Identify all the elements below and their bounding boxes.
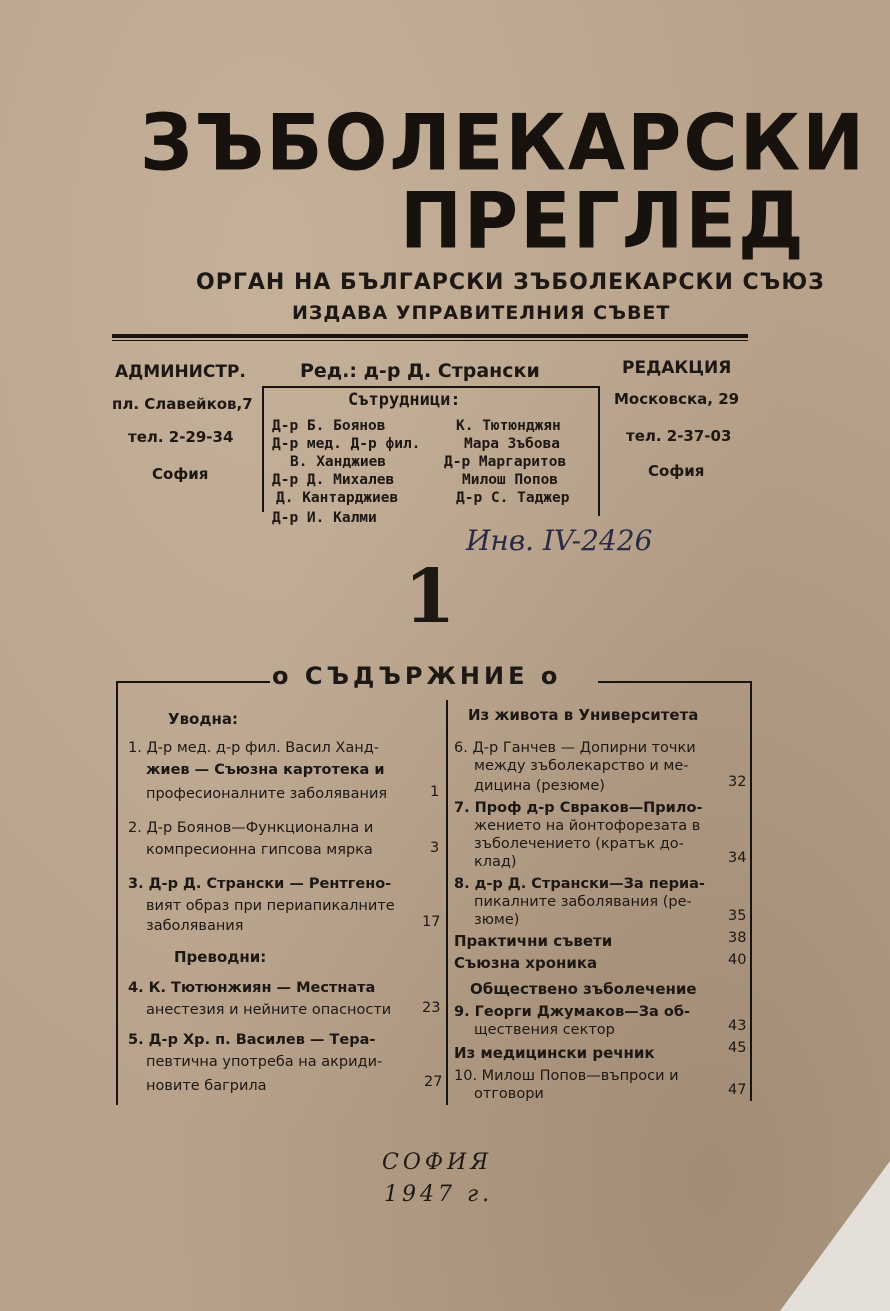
- redaction-phone: тел. 2-37-03: [626, 427, 732, 445]
- toc-entry-line: 4. К. Тютюнжиян — Местната: [128, 980, 376, 996]
- issue-number: 1: [404, 554, 456, 640]
- toc-page-number: 35: [728, 908, 747, 924]
- toc-page-number: 40: [728, 952, 747, 968]
- toc-page-number: 45: [728, 1040, 747, 1056]
- toc-entry-line: професионалните заболявания: [146, 786, 388, 802]
- torn-corner: [780, 1161, 890, 1311]
- toc-entry-line: отговори: [474, 1086, 544, 1102]
- contents-rule-left: [118, 681, 270, 683]
- contents-rule-right: [598, 681, 750, 683]
- contributor: Мара Зъбова: [464, 436, 561, 452]
- publication-year: 1947 г.: [384, 1182, 494, 1207]
- toc-page-number: 34: [728, 850, 747, 866]
- toc-page-number: 17: [422, 914, 441, 930]
- toc-entry-line: клад): [474, 854, 517, 870]
- admin-city: София: [152, 465, 209, 483]
- toc-entry-line: заболявания: [146, 918, 244, 934]
- contributor: В. Ханджиев: [290, 454, 387, 470]
- masthead-rule: [112, 334, 748, 338]
- toc-page-number: 27: [424, 1074, 443, 1090]
- toc-page-number: 47: [728, 1082, 747, 1098]
- contributor: Милош Попов: [462, 472, 559, 488]
- toc-entry-line: вият образ при периапикалните: [146, 898, 395, 914]
- editor-box-right: [598, 386, 600, 516]
- contents-divider: [446, 700, 448, 1105]
- contributor: Д-р Маргаритов: [444, 454, 567, 470]
- toc-page-number: 38: [728, 930, 747, 946]
- toc-page-number: 43: [728, 1018, 747, 1034]
- masthead-rule-thin: [112, 340, 748, 341]
- toc-entry-line: зъболечението (кратък до-: [474, 836, 684, 852]
- publisher-line: ИЗДАВА УПРАВИТЕЛНИЯ СЪВЕТ: [292, 302, 671, 324]
- toc-entry-line: певтична употреба на акриди-: [146, 1054, 383, 1070]
- contents-border-left: [116, 681, 118, 1105]
- contents-title: о СЪДЪРЖНИЕ о: [272, 662, 562, 690]
- toc-entry-line: зюме): [474, 912, 520, 928]
- contributor: Д-р И. Калми: [272, 510, 377, 526]
- contributor: Д. Кантарджиев: [276, 490, 399, 506]
- toc-entry-line: пикалните заболявания (ре-: [474, 894, 692, 910]
- toc-entry-line: 6. Д-р Ганчев — Допирни точки: [454, 740, 696, 756]
- toc-entry-line: 8. д-р Д. Странски—За периа-: [454, 876, 705, 892]
- contributor: Д-р С. Таджер: [456, 490, 570, 506]
- journal-title-line2: ПРЕГЛЕД: [400, 175, 806, 267]
- toc-entry-line: ществения сектор: [474, 1022, 615, 1038]
- admin-address: пл. Славейков,7: [112, 395, 253, 413]
- contributor: Д-р Д. Михалев: [272, 472, 395, 488]
- toc-entry-line: 1. Д-р мед. д-р фил. Васил Ханд-: [128, 740, 379, 756]
- toc-section-heading: Преводни:: [174, 948, 267, 966]
- toc-section-heading: Из живота в Университета: [468, 706, 699, 724]
- toc-entry-line: Съюзна хроника: [454, 954, 598, 972]
- toc-entry-line: 9. Георги Джумаков—За об-: [454, 1004, 690, 1020]
- redaction-city: София: [648, 462, 705, 480]
- publication-city: СОФИЯ: [382, 1150, 493, 1175]
- toc-section-heading: Уводна:: [168, 710, 238, 728]
- toc-entry-line: 2. Д-р Боянов—Функционална и: [128, 820, 374, 836]
- toc-entry-line: 10. Милош Попов—въпроси и: [454, 1068, 679, 1084]
- toc-page-number: 23: [422, 1000, 441, 1016]
- toc-entry-line: анестезия и нейните опасности: [146, 1002, 392, 1018]
- toc-section-heading: Обществено зъболечение: [470, 980, 697, 998]
- contributor: К. Тютюнджян: [456, 418, 561, 434]
- toc-page-number: 32: [728, 774, 747, 790]
- contents-border-right: [750, 681, 752, 1101]
- admin-phone: тел. 2-29-34: [128, 428, 234, 446]
- redaction-heading: РЕДАКЦИЯ: [622, 358, 732, 378]
- contributors-heading: Сътрудници:: [348, 390, 461, 410]
- toc-entry-line: 7. Проф д-р Свраков—Прило-: [454, 800, 703, 816]
- toc-entry-line: Из медицински речник: [454, 1044, 655, 1062]
- redaction-address: Московска, 29: [614, 390, 740, 408]
- toc-entry-line: 5. Д-р Хр. п. Василев — Тера-: [128, 1032, 376, 1048]
- admin-heading: АДМИНИСТР.: [115, 362, 246, 382]
- toc-page-number: 3: [430, 840, 440, 856]
- toc-entry-line: жиев — Съюзна картотека и: [146, 762, 385, 778]
- handwritten-inventory-note: Инв. IV-2426: [466, 524, 653, 557]
- editor-box-left: [262, 386, 264, 512]
- journal-title-line1: ЗЪБОЛЕКАРСКИ: [140, 97, 867, 189]
- toc-entry-line: компресионна гипсова мярка: [146, 842, 373, 858]
- toc-entry-line: 3. Д-р Д. Странски — Рентгено-: [128, 876, 392, 892]
- toc-page-number: 1: [430, 784, 440, 800]
- contributor: Д-р Б. Боянов: [272, 418, 386, 434]
- toc-entry-line: между зъболекарство и ме-: [474, 758, 689, 774]
- journal-subtitle: ОРГАН НА БЪЛГАРСКИ ЗЪБОЛЕКАРСКИ СЪЮЗ: [196, 270, 825, 295]
- contributor: Д-р мед. Д-р фил.: [272, 436, 421, 452]
- editor-label: Ред.: д-р Д. Странски: [300, 360, 540, 382]
- editor-box-top: [262, 386, 600, 388]
- toc-entry-line: дицина (резюме): [474, 778, 605, 794]
- toc-entry-line: новите багрила: [146, 1078, 267, 1094]
- toc-entry-line: Практични съвети: [454, 932, 613, 950]
- toc-entry-line: жението на йонтофорезата в: [474, 818, 701, 834]
